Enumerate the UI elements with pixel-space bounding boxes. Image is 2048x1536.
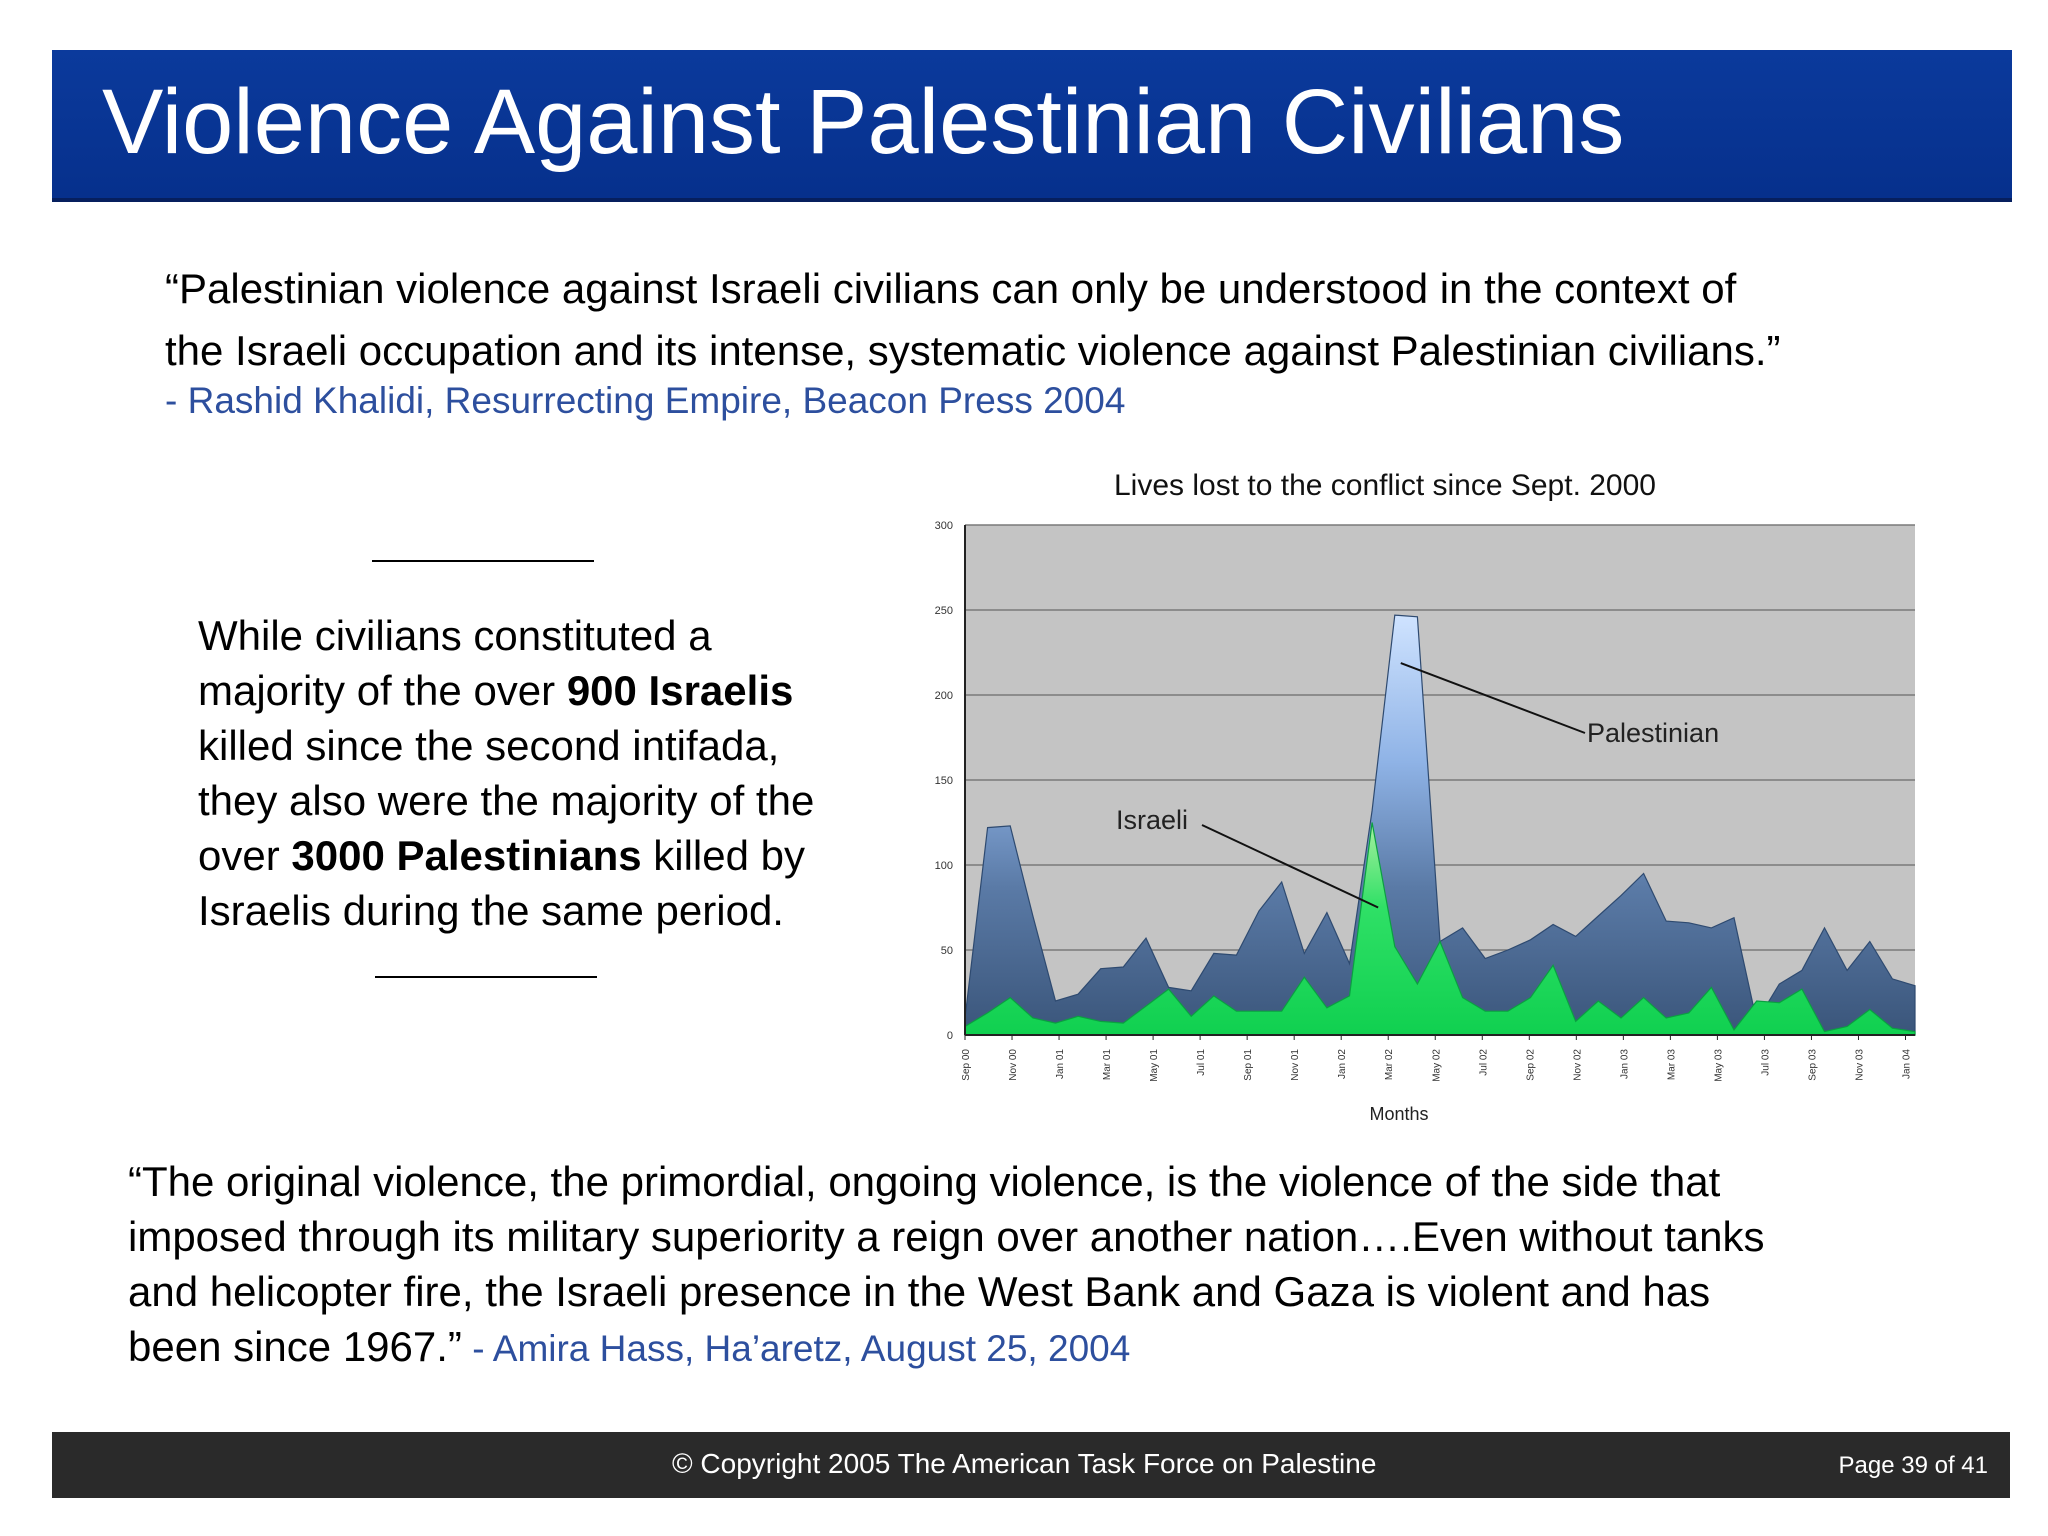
- page-title: Violence Against Palestinian Civilians: [102, 71, 1625, 173]
- x-tick-label: May 01: [1149, 1049, 1161, 1082]
- x-tick-label: May 03: [1713, 1049, 1725, 1082]
- quote-khalidi: [165, 258, 1985, 382]
- palestinians-count: 3000 Palestinians: [291, 832, 642, 879]
- paragraph-line-3: killed since the second intifada,: [198, 722, 780, 769]
- quote-hass-line-3: and helicopter fire, the Israeli presence in the West Bank and Gaza is violent and has: [128, 1268, 1711, 1315]
- x-tick-label: Jan 03: [1619, 1049, 1631, 1080]
- paragraph-line-5-pre: over: [198, 832, 292, 879]
- y-tick-label: 150: [934, 775, 953, 787]
- x-tick-label: Jan 04: [1901, 1049, 1913, 1080]
- x-tick-label: Mar 01: [1102, 1049, 1114, 1081]
- x-tick-label: May 02: [1431, 1049, 1443, 1082]
- y-tick-label: 50: [940, 945, 953, 957]
- chart-title: Lives lost to the conflict since Sept. 2000: [1114, 469, 1656, 502]
- quote-khalidi-attribution: - Rashid Khalidi, Resurrecting Empire, Beacon Press 2004: [165, 380, 1126, 421]
- quote-hass-line-2: imposed through its military superiority a reign over another nation….Even without tanks: [128, 1213, 1765, 1260]
- x-tick-label: Nov 02: [1572, 1049, 1584, 1081]
- y-tick-label: 300: [934, 520, 953, 532]
- israelis-count: 900 Israelis: [566, 667, 794, 714]
- paragraph-line-5-post: killed by: [641, 832, 805, 879]
- copyright-notice: © Copyright 2005 The American Task Force on Palestine: [672, 1448, 1377, 1479]
- x-tick-label: Nov 03: [1854, 1049, 1866, 1081]
- x-tick-label: Jul 02: [1478, 1049, 1490, 1076]
- x-tick-label: Mar 02: [1384, 1049, 1396, 1081]
- quote-khalidi-line-2: the Israeli occupation and its intense, systematic violence against Palestinian civilians.”: [165, 327, 1781, 374]
- x-tick-label: Nov 00: [1008, 1049, 1020, 1081]
- y-tick-label: 250: [934, 605, 953, 617]
- x-tick-label: Sep 03: [1807, 1049, 1819, 1081]
- lives-lost-chart: [920, 455, 1930, 1145]
- quote-khalidi-line-1: “Palestinian violence against Israeli civilians can only be understood in the context of: [165, 265, 1737, 312]
- paragraph-line-6: Israelis during the same period.: [198, 887, 784, 934]
- y-tick-label: 200: [934, 690, 953, 702]
- y-tick-label: 0: [946, 1030, 953, 1042]
- palestinian-label: Palestinian: [1587, 718, 1720, 748]
- x-tick-label: Sep 01: [1243, 1049, 1255, 1081]
- paragraph-line-5: [198, 828, 898, 883]
- quote-hass: [128, 1154, 2008, 1376]
- page-number: Page 39 of 41: [1838, 1452, 1988, 1479]
- paragraph-line-2-text: majority of the over: [198, 667, 567, 714]
- title-bar: [52, 50, 2012, 202]
- x-tick-label: Nov 01: [1290, 1049, 1302, 1081]
- divider-top: [372, 560, 594, 562]
- y-tick-label: 100: [934, 860, 953, 872]
- paragraph-line-4: they also were the majority of the: [198, 777, 815, 824]
- chart-svg: [920, 455, 1930, 1145]
- paragraph-line-2: [198, 663, 898, 718]
- footer: [52, 1432, 2010, 1498]
- x-tick-label: Jan 01: [1055, 1049, 1067, 1080]
- civilians-paragraph: [198, 608, 898, 938]
- israeli-label: Israeli: [1116, 805, 1189, 835]
- divider-bottom: [375, 976, 597, 978]
- x-tick-label: Jul 01: [1196, 1049, 1208, 1076]
- quote-hass-line-4: [128, 1319, 2008, 1376]
- quote-hass-attribution: - Amira Hass, Ha’aretz, August 25, 2004: [461, 1328, 1131, 1369]
- x-axis-label: Months: [1369, 1104, 1429, 1124]
- x-tick-label: Jan 02: [1337, 1049, 1349, 1080]
- quote-hass-line-4-text: been since 1967.”: [128, 1323, 462, 1370]
- x-tick-label: Jul 03: [1760, 1049, 1772, 1076]
- quote-hass-line-1: “The original violence, the primordial, ongoing violence, is the violence of the side that: [128, 1158, 1721, 1205]
- x-tick-label: Mar 03: [1666, 1049, 1678, 1081]
- x-tick-label: Sep 00: [961, 1049, 972, 1081]
- paragraph-line-1: While civilians constituted a: [198, 612, 712, 659]
- x-tick-label: Sep 02: [1525, 1049, 1537, 1081]
